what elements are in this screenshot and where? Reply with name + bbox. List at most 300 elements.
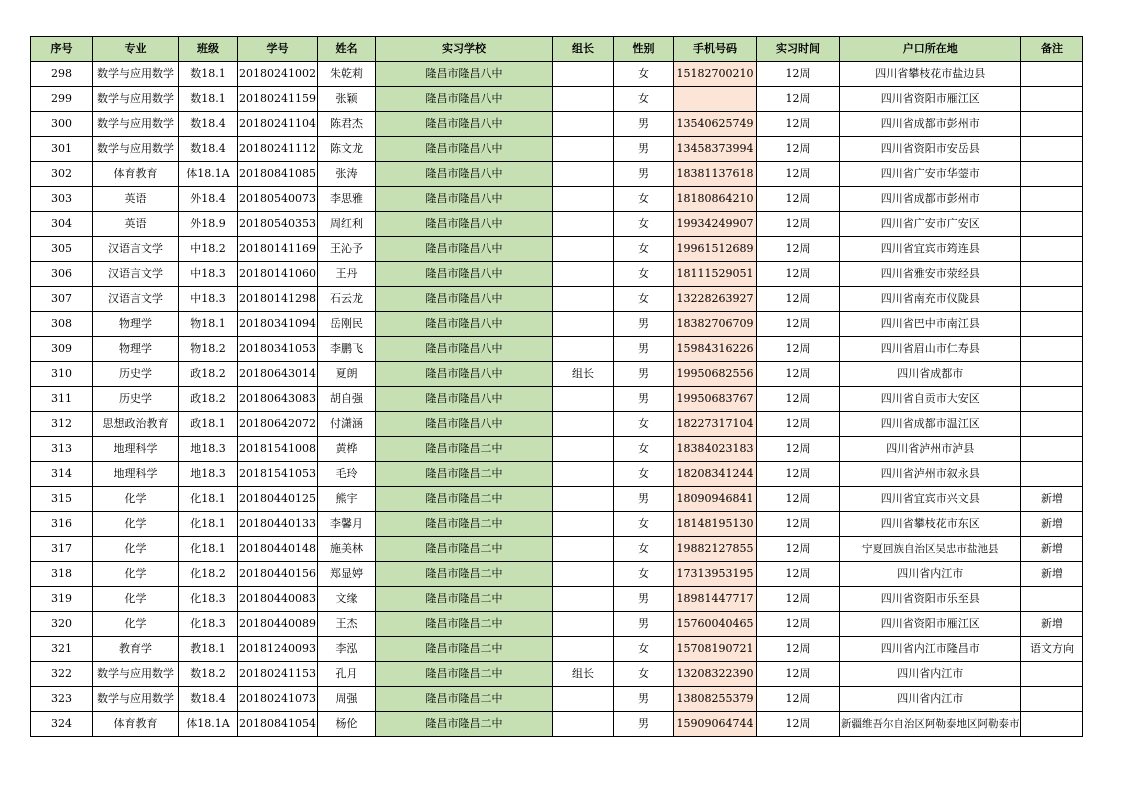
cell-leader — [552, 512, 613, 537]
cell-school: 隆昌市隆昌二中 — [375, 612, 552, 637]
cell-school: 隆昌市隆昌八中 — [375, 112, 552, 137]
cell-remark — [1021, 387, 1083, 412]
cell-remark — [1021, 662, 1083, 687]
cell-duration: 12周 — [756, 387, 839, 412]
cell-phone: 15909064744 — [673, 712, 756, 737]
cell-duration: 12周 — [756, 487, 839, 512]
cell-phone: 15708190721 — [673, 637, 756, 662]
cell-hometown: 四川省雅安市荥经县 — [839, 262, 1021, 287]
cell-major: 汉语言文学 — [93, 287, 179, 312]
cell-name: 毛玲 — [317, 462, 375, 487]
cell-school: 隆昌市隆昌八中 — [375, 312, 552, 337]
cell-leader — [552, 137, 613, 162]
table-row — [31, 237, 1083, 262]
cell-class: 中18.3 — [179, 287, 238, 312]
cell-gender: 男 — [613, 137, 673, 162]
table-row — [31, 687, 1083, 712]
table-row — [31, 262, 1083, 287]
cell-name: 陈文龙 — [317, 137, 375, 162]
cell-remark — [1021, 312, 1083, 337]
cell-class: 数18.4 — [179, 137, 238, 162]
cell-name: 李鹏飞 — [317, 337, 375, 362]
cell-student-id: 20180841085 — [238, 162, 318, 187]
cell-seq: 322 — [31, 662, 93, 687]
cell-name: 周红利 — [317, 212, 375, 237]
table-row — [31, 112, 1083, 137]
table-row — [31, 612, 1083, 637]
cell-duration: 12周 — [756, 637, 839, 662]
cell-class: 体18.1A — [179, 712, 238, 737]
cell-remark — [1021, 412, 1083, 437]
cell-school: 隆昌市隆昌八中 — [375, 162, 552, 187]
cell-name: 熊宇 — [317, 487, 375, 512]
cell-school: 隆昌市隆昌二中 — [375, 712, 552, 737]
cell-major: 化学 — [93, 587, 179, 612]
cell-duration: 12周 — [756, 612, 839, 637]
cell-hometown: 四川省资阳市雁江区 — [839, 612, 1021, 637]
cell-leader — [552, 587, 613, 612]
cell-remark: 新增 — [1021, 612, 1083, 637]
cell-class: 数18.1 — [179, 87, 238, 112]
header-leader: 组长 — [552, 37, 613, 62]
cell-name: 周强 — [317, 687, 375, 712]
table-row — [31, 387, 1083, 412]
cell-seq: 323 — [31, 687, 93, 712]
cell-hometown: 四川省内江市 — [839, 562, 1021, 587]
cell-seq: 300 — [31, 112, 93, 137]
cell-gender: 男 — [613, 312, 673, 337]
cell-major: 数学与应用数学 — [93, 112, 179, 137]
table-row — [31, 162, 1083, 187]
cell-remark — [1021, 712, 1083, 737]
cell-duration: 12周 — [756, 412, 839, 437]
cell-hometown: 四川省自贡市大安区 — [839, 387, 1021, 412]
cell-gender: 女 — [613, 412, 673, 437]
cell-student-id: 20180642072 — [238, 412, 318, 437]
table-row — [31, 587, 1083, 612]
cell-hometown: 新疆维吾尔自治区阿勒泰地区阿勒泰市 — [839, 712, 1021, 737]
cell-school: 隆昌市隆昌八中 — [375, 387, 552, 412]
cell-leader — [552, 612, 613, 637]
cell-seq: 311 — [31, 387, 93, 412]
cell-major: 化学 — [93, 487, 179, 512]
cell-seq: 309 — [31, 337, 93, 362]
cell-student-id: 20180440083 — [238, 587, 318, 612]
cell-leader — [552, 462, 613, 487]
cell-phone: 13228263927 — [673, 287, 756, 312]
cell-name: 付潇涵 — [317, 412, 375, 437]
cell-remark: 新增 — [1021, 512, 1083, 537]
cell-remark — [1021, 362, 1083, 387]
table-row — [31, 712, 1083, 737]
cell-leader — [552, 437, 613, 462]
cell-duration: 12周 — [756, 237, 839, 262]
cell-phone: 18180864210 — [673, 187, 756, 212]
cell-duration: 12周 — [756, 87, 839, 112]
header-hometown: 户口所在地 — [839, 37, 1021, 62]
cell-phone: 15760040465 — [673, 612, 756, 637]
cell-class: 教18.1 — [179, 637, 238, 662]
cell-gender: 女 — [613, 437, 673, 462]
cell-name: 文缘 — [317, 587, 375, 612]
cell-hometown: 宁夏回族自治区吴忠市盐池县 — [839, 537, 1021, 562]
cell-phone: 19961512689 — [673, 237, 756, 262]
cell-school: 隆昌市隆昌二中 — [375, 537, 552, 562]
cell-student-id: 20181541008 — [238, 437, 318, 462]
cell-hometown: 四川省广安市华蓥市 — [839, 162, 1021, 187]
cell-major: 教育学 — [93, 637, 179, 662]
cell-seq: 321 — [31, 637, 93, 662]
cell-phone — [673, 87, 756, 112]
cell-seq: 310 — [31, 362, 93, 387]
cell-remark — [1021, 112, 1083, 137]
cell-remark — [1021, 262, 1083, 287]
table-row — [31, 537, 1083, 562]
cell-remark — [1021, 237, 1083, 262]
cell-name: 李思雅 — [317, 187, 375, 212]
cell-duration: 12周 — [756, 162, 839, 187]
cell-remark: 新增 — [1021, 562, 1083, 587]
cell-duration: 12周 — [756, 512, 839, 537]
header-duration: 实习时间 — [756, 37, 839, 62]
cell-duration: 12周 — [756, 187, 839, 212]
cell-remark — [1021, 287, 1083, 312]
cell-gender: 女 — [613, 637, 673, 662]
cell-student-id: 20180440089 — [238, 612, 318, 637]
table-row — [31, 87, 1083, 112]
cell-name: 朱乾莉 — [317, 62, 375, 87]
cell-hometown: 四川省资阳市雁江区 — [839, 87, 1021, 112]
cell-gender: 男 — [613, 112, 673, 137]
table-row — [31, 487, 1083, 512]
cell-leader: 组长 — [552, 362, 613, 387]
cell-name: 张涛 — [317, 162, 375, 187]
cell-duration: 12周 — [756, 62, 839, 87]
cell-student-id: 20180440156 — [238, 562, 318, 587]
cell-seq: 307 — [31, 287, 93, 312]
cell-hometown: 四川省攀枝花市盐边县 — [839, 62, 1021, 87]
cell-major: 化学 — [93, 512, 179, 537]
table-row — [31, 637, 1083, 662]
cell-phone: 15984316226 — [673, 337, 756, 362]
cell-student-id: 20180643014 — [238, 362, 318, 387]
cell-remark — [1021, 62, 1083, 87]
cell-leader — [552, 237, 613, 262]
cell-major: 汉语言文学 — [93, 262, 179, 287]
cell-gender: 女 — [613, 237, 673, 262]
cell-seq: 312 — [31, 412, 93, 437]
cell-phone: 13808255379 — [673, 687, 756, 712]
cell-student-id: 20180241073 — [238, 687, 318, 712]
cell-phone: 13458373994 — [673, 137, 756, 162]
cell-class: 化18.1 — [179, 487, 238, 512]
cell-seq: 301 — [31, 137, 93, 162]
cell-leader — [552, 162, 613, 187]
cell-major: 思想政治教育 — [93, 412, 179, 437]
cell-remark — [1021, 162, 1083, 187]
cell-phone: 19950682556 — [673, 362, 756, 387]
cell-gender: 女 — [613, 662, 673, 687]
cell-name: 孔月 — [317, 662, 375, 687]
cell-remark: 新增 — [1021, 487, 1083, 512]
cell-major: 历史学 — [93, 387, 179, 412]
cell-hometown: 四川省眉山市仁寿县 — [839, 337, 1021, 362]
cell-remark: 语文方向 — [1021, 637, 1083, 662]
cell-major: 物理学 — [93, 312, 179, 337]
cell-name: 郑显婷 — [317, 562, 375, 587]
cell-seq: 308 — [31, 312, 93, 337]
header-phone: 手机号码 — [673, 37, 756, 62]
cell-name: 岳刚民 — [317, 312, 375, 337]
cell-seq: 314 — [31, 462, 93, 487]
cell-remark — [1021, 437, 1083, 462]
cell-student-id: 20181541053 — [238, 462, 318, 487]
cell-major: 地理科学 — [93, 462, 179, 487]
cell-class: 化18.3 — [179, 612, 238, 637]
cell-seq: 318 — [31, 562, 93, 587]
cell-student-id: 20180241153 — [238, 662, 318, 687]
cell-hometown: 四川省南充市仪陇县 — [839, 287, 1021, 312]
cell-name: 李泓 — [317, 637, 375, 662]
cell-school: 隆昌市隆昌二中 — [375, 587, 552, 612]
cell-name: 施美林 — [317, 537, 375, 562]
cell-gender: 男 — [613, 387, 673, 412]
cell-duration: 12周 — [756, 712, 839, 737]
cell-student-id: 20180141060 — [238, 262, 318, 287]
cell-class: 化18.2 — [179, 562, 238, 587]
cell-hometown: 四川省宜宾市筠连县 — [839, 237, 1021, 262]
cell-class: 外18.4 — [179, 187, 238, 212]
cell-class: 物18.2 — [179, 337, 238, 362]
cell-student-id: 20180341094 — [238, 312, 318, 337]
cell-leader — [552, 387, 613, 412]
cell-phone: 18981447717 — [673, 587, 756, 612]
cell-hometown: 四川省成都市温江区 — [839, 412, 1021, 437]
cell-leader — [552, 487, 613, 512]
header-remark: 备注 — [1021, 37, 1083, 62]
cell-remark — [1021, 687, 1083, 712]
cell-school: 隆昌市隆昌八中 — [375, 287, 552, 312]
cell-remark — [1021, 337, 1083, 362]
cell-major: 数学与应用数学 — [93, 137, 179, 162]
cell-hometown: 四川省资阳市乐至县 — [839, 587, 1021, 612]
cell-major: 体育教育 — [93, 162, 179, 187]
cell-leader — [552, 562, 613, 587]
cell-name: 胡自强 — [317, 387, 375, 412]
cell-major: 数学与应用数学 — [93, 62, 179, 87]
table-row — [31, 512, 1083, 537]
cell-class: 外18.9 — [179, 212, 238, 237]
cell-school: 隆昌市隆昌二中 — [375, 437, 552, 462]
cell-class: 政18.2 — [179, 362, 238, 387]
cell-school: 隆昌市隆昌二中 — [375, 562, 552, 587]
cell-school: 隆昌市隆昌八中 — [375, 137, 552, 162]
cell-student-id: 20180540073 — [238, 187, 318, 212]
cell-gender: 女 — [613, 87, 673, 112]
cell-seq: 303 — [31, 187, 93, 212]
cell-gender: 男 — [613, 587, 673, 612]
header-row — [31, 37, 1083, 62]
cell-gender: 男 — [613, 612, 673, 637]
cell-leader — [552, 187, 613, 212]
cell-duration: 12周 — [756, 562, 839, 587]
cell-remark — [1021, 587, 1083, 612]
table-row — [31, 437, 1083, 462]
cell-leader: 组长 — [552, 662, 613, 687]
cell-duration: 12周 — [756, 662, 839, 687]
table-row — [31, 62, 1083, 87]
cell-duration: 12周 — [756, 337, 839, 362]
cell-school: 隆昌市隆昌八中 — [375, 87, 552, 112]
cell-duration: 12周 — [756, 362, 839, 387]
cell-remark — [1021, 137, 1083, 162]
table-row — [31, 462, 1083, 487]
cell-gender: 女 — [613, 212, 673, 237]
cell-phone: 18384023183 — [673, 437, 756, 462]
cell-name: 王杰 — [317, 612, 375, 637]
cell-school: 隆昌市隆昌八中 — [375, 362, 552, 387]
cell-gender: 男 — [613, 337, 673, 362]
header-name: 姓名 — [317, 37, 375, 62]
cell-remark — [1021, 87, 1083, 112]
cell-gender: 男 — [613, 712, 673, 737]
cell-remark — [1021, 462, 1083, 487]
cell-student-id: 20180440125 — [238, 487, 318, 512]
cell-major: 汉语言文学 — [93, 237, 179, 262]
cell-remark — [1021, 187, 1083, 212]
student-internship-table — [30, 36, 1083, 737]
cell-class: 中18.2 — [179, 237, 238, 262]
cell-leader — [552, 637, 613, 662]
cell-gender: 女 — [613, 462, 673, 487]
cell-name: 石云龙 — [317, 287, 375, 312]
cell-class: 数18.1 — [179, 62, 238, 87]
cell-hometown: 四川省泸州市叙永县 — [839, 462, 1021, 487]
cell-student-id: 20180643083 — [238, 387, 318, 412]
cell-phone: 18208341244 — [673, 462, 756, 487]
cell-gender: 女 — [613, 537, 673, 562]
cell-hometown: 四川省攀枝花市东区 — [839, 512, 1021, 537]
cell-leader — [552, 112, 613, 137]
cell-seq: 320 — [31, 612, 93, 637]
header-student-id: 学号 — [238, 37, 318, 62]
cell-phone: 13208322390 — [673, 662, 756, 687]
cell-duration: 12周 — [756, 587, 839, 612]
table-row — [31, 312, 1083, 337]
cell-name: 王沁予 — [317, 237, 375, 262]
cell-name: 李馨月 — [317, 512, 375, 537]
cell-name: 王丹 — [317, 262, 375, 287]
table-row — [31, 187, 1083, 212]
cell-phone: 18111529051 — [673, 262, 756, 287]
cell-class: 中18.3 — [179, 262, 238, 287]
cell-duration: 12周 — [756, 462, 839, 487]
cell-major: 化学 — [93, 612, 179, 637]
cell-hometown: 四川省泸州市泸县 — [839, 437, 1021, 462]
cell-phone: 19950683767 — [673, 387, 756, 412]
cell-school: 隆昌市隆昌二中 — [375, 512, 552, 537]
cell-school: 隆昌市隆昌二中 — [375, 637, 552, 662]
cell-hometown: 四川省内江市隆昌市 — [839, 637, 1021, 662]
cell-leader — [552, 87, 613, 112]
cell-leader — [552, 337, 613, 362]
cell-student-id: 20180440148 — [238, 537, 318, 562]
table-row — [31, 412, 1083, 437]
cell-major: 地理科学 — [93, 437, 179, 462]
cell-name: 杨伦 — [317, 712, 375, 737]
cell-hometown: 四川省内江市 — [839, 662, 1021, 687]
header-seq: 序号 — [31, 37, 93, 62]
cell-student-id: 20180241112 — [238, 137, 318, 162]
cell-leader — [552, 412, 613, 437]
table-row — [31, 662, 1083, 687]
cell-major: 英语 — [93, 212, 179, 237]
table-row — [31, 212, 1083, 237]
cell-leader — [552, 262, 613, 287]
cell-duration: 12周 — [756, 137, 839, 162]
cell-phone: 17313953195 — [673, 562, 756, 587]
cell-school: 隆昌市隆昌八中 — [375, 412, 552, 437]
cell-gender: 男 — [613, 362, 673, 387]
cell-major: 体育教育 — [93, 712, 179, 737]
cell-phone: 18090946841 — [673, 487, 756, 512]
cell-class: 化18.1 — [179, 512, 238, 537]
cell-hometown: 四川省成都市彭州市 — [839, 187, 1021, 212]
cell-gender: 女 — [613, 562, 673, 587]
header-gender: 性别 — [613, 37, 673, 62]
cell-major: 化学 — [93, 562, 179, 587]
cell-phone: 15182700210 — [673, 62, 756, 87]
cell-duration: 12周 — [756, 212, 839, 237]
header-class: 班级 — [179, 37, 238, 62]
cell-gender: 女 — [613, 287, 673, 312]
cell-class: 体18.1A — [179, 162, 238, 187]
cell-hometown: 四川省成都市 — [839, 362, 1021, 387]
cell-duration: 12周 — [756, 537, 839, 562]
cell-class: 数18.2 — [179, 662, 238, 687]
cell-leader — [552, 312, 613, 337]
table-row — [31, 362, 1083, 387]
cell-class: 化18.3 — [179, 587, 238, 612]
cell-major: 数学与应用数学 — [93, 687, 179, 712]
header-school: 实习学校 — [375, 37, 552, 62]
cell-student-id: 20180141298 — [238, 287, 318, 312]
cell-class: 政18.2 — [179, 387, 238, 412]
cell-school: 隆昌市隆昌八中 — [375, 262, 552, 287]
cell-seq: 306 — [31, 262, 93, 287]
cell-phone: 18382706709 — [673, 312, 756, 337]
cell-seq: 315 — [31, 487, 93, 512]
table-row — [31, 287, 1083, 312]
cell-seq: 317 — [31, 537, 93, 562]
cell-hometown: 四川省成都市彭州市 — [839, 112, 1021, 137]
cell-hometown: 四川省广安市广安区 — [839, 212, 1021, 237]
cell-leader — [552, 687, 613, 712]
cell-seq: 316 — [31, 512, 93, 537]
table-row — [31, 337, 1083, 362]
cell-school: 隆昌市隆昌八中 — [375, 212, 552, 237]
cell-class: 地18.3 — [179, 462, 238, 487]
cell-seq: 298 — [31, 62, 93, 87]
cell-major: 数学与应用数学 — [93, 662, 179, 687]
cell-class: 数18.4 — [179, 687, 238, 712]
cell-duration: 12周 — [756, 312, 839, 337]
cell-student-id: 20180440133 — [238, 512, 318, 537]
cell-gender: 女 — [613, 187, 673, 212]
cell-gender: 男 — [613, 487, 673, 512]
cell-leader — [552, 212, 613, 237]
cell-seq: 313 — [31, 437, 93, 462]
